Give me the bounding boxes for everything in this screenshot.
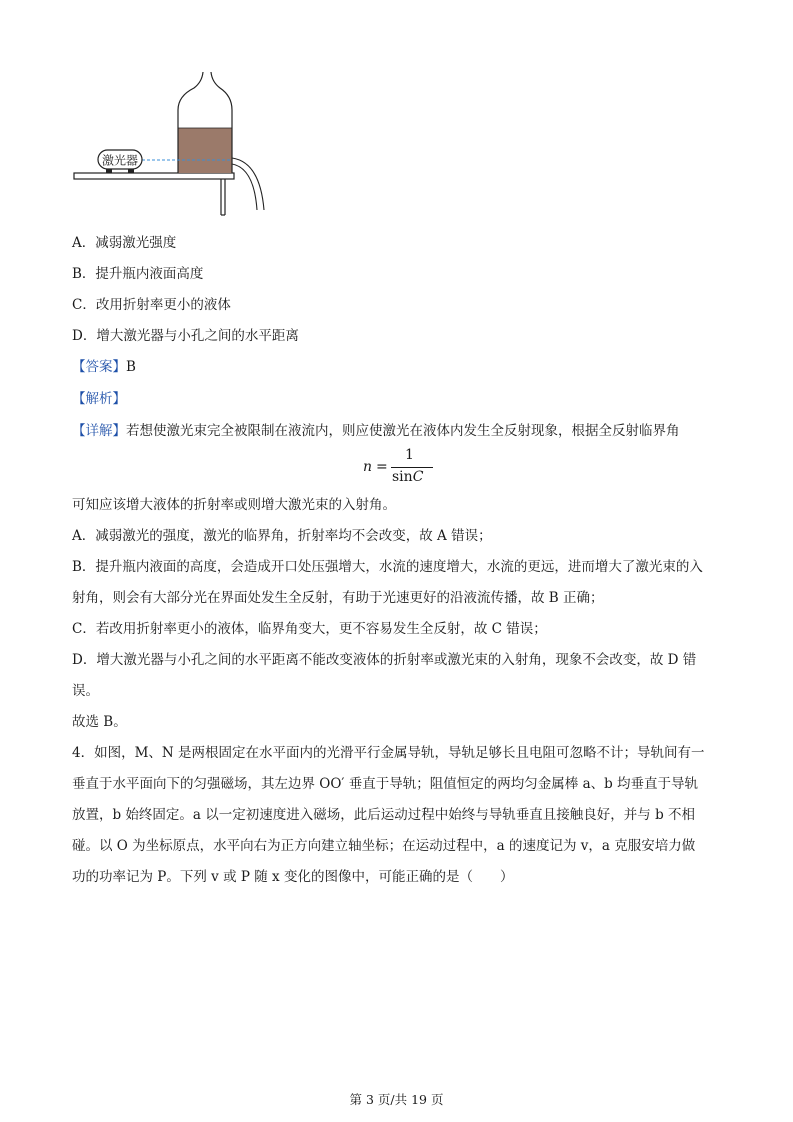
laser-bottle-figure xyxy=(72,70,282,220)
answer-tag: 【答案】 xyxy=(72,359,126,375)
question4-line3: 放置，b 始终固定。a 以一定初速度进入磁场，此后运动过程中始终与导轨垂直且接触良好，并与 b 不相 xyxy=(72,807,695,823)
detail-tag: 【详解】 xyxy=(72,423,126,439)
fraction-bar xyxy=(391,467,433,468)
explanation-b1: B．提升瓶内液面的高度，会造成开口处压强增大，水流的速度增大，水流的更远，进而增大了激光束的入 xyxy=(72,559,703,575)
question4-line4: 碰。以 O 为坐标原点，水平向右为正方向建立轴坐标；在运动过程中，a 的速度记为 v，a 克服安培力做 xyxy=(72,838,696,854)
answer-line xyxy=(72,357,136,377)
formula-denominator xyxy=(392,469,423,485)
formula-eq: = xyxy=(376,459,388,475)
explanation-d1: D．增大激光器与小孔之间的水平距离不能改变液体的折射率或激光束的入射角，现象不会改变，故 D 错 xyxy=(72,652,697,668)
table-top xyxy=(74,173,234,179)
liquid-fill xyxy=(178,128,232,173)
formula-denominator-var: C xyxy=(412,469,424,485)
option-b: B．提升瓶内液面高度 xyxy=(72,266,204,282)
detail-line xyxy=(72,421,680,441)
detail-text: 若想使激光束完全被限制在液流内，则应使激光在液体内发生全反射现象，根据全反射临界角 xyxy=(126,423,680,439)
explanation-a: A．减弱激光的强度，激光的临界角，折射率均不会改变，故 A 错误； xyxy=(72,528,492,544)
option-c: C．改用折射率更小的液体 xyxy=(72,297,231,313)
explanation-d2: 误。 xyxy=(72,683,99,699)
explanation-c: C．若改用折射率更小的液体，临界角变大，更不容易发生全反射，故 C 错误； xyxy=(72,621,547,637)
page-number-footer: 第 3 页/共 19 页 xyxy=(349,1092,444,1107)
analysis-tag: 【解析】 xyxy=(72,391,126,407)
explanation-b2: 射角，则会有大部分光在界面处发生全反射，有助于光速更好的沿液流传播，故 B 正确； xyxy=(72,590,604,606)
formula-lhs: n xyxy=(363,459,373,475)
explanation-choice: 故选 B。 xyxy=(72,714,127,730)
answer-value: B xyxy=(126,359,136,375)
laser-label: 激光器 xyxy=(101,153,139,168)
option-d: D．增大激光器与小孔之间的水平距离 xyxy=(72,328,299,344)
formula-denominator-fn: sin xyxy=(392,469,413,485)
question4-line5: 功的功率记为 P。下列 v 或 P 随 x 变化的图像中，可能正确的是（ ） xyxy=(72,869,514,885)
formula-numerator: 1 xyxy=(405,447,414,463)
laser-bottle-diagram xyxy=(72,70,282,220)
explanation-line1: 可知应该增大液体的折射率或则增大激光束的入射角。 xyxy=(72,497,396,513)
question4-line1: 4．如图，M、N 是两根固定在水平面内的光滑平行金属导轨，导轨足够长且电阻可忽略不计；导轨间有一 xyxy=(72,745,705,761)
question4-line2: 垂直于水平面向下的匀强磁场，其左边界 OO′ 垂直于导轨；阻值恒定的两均匀金属棒 a、b 均垂直于导轨 xyxy=(72,776,699,792)
option-a: A．减弱激光强度 xyxy=(72,235,177,251)
